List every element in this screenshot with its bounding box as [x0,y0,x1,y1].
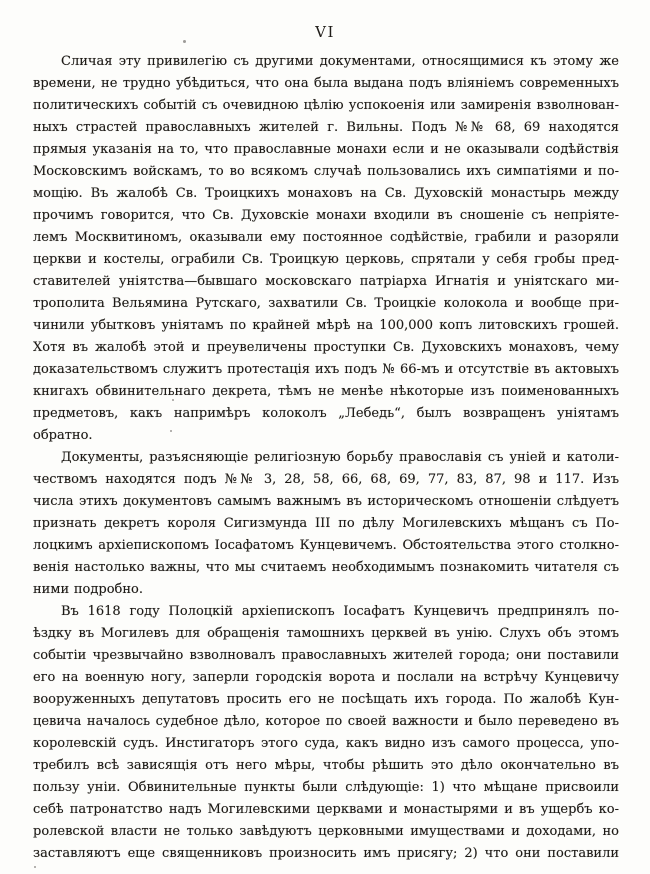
text-line: вооруженныхъ депутатовъ просить его не посѣщать ихъ города. По жалобѣ Кун- [33,692,619,707]
text-line: предметовъ, какъ напримѣръ колоколъ „Лебедь“, былъ возвращенъ уніятамъ [33,406,619,421]
page-text [33,51,619,865]
text-line: мощію. Въ жалобѣ Св. Троицкихъ монаховъ на Св. Духовскій монастырь между [33,186,619,201]
scan-speck [34,866,36,868]
text-line: чинили убытковъ уніятамъ по крайней мѣрѣ на 100,000 копъ литовскихъ грошей. [33,318,619,333]
text-line: Хотя въ жалобѣ этой и преувеличены проступки Св. Духовскихъ монаховъ, чему [33,340,619,355]
text-line: Московскимъ войскамъ, то во всякомъ случаѣ пользовались ихъ симпатіями и по- [33,164,619,179]
text-line: ролевской власти не только завѣдуютъ церковными имуществами и доходами, но [33,824,619,839]
text-line: Документы, разъясняющіе религіозную борьбу православія съ уніей и католи- [61,450,619,465]
text-line: Сличая эту привилегію съ другими документами, относящимися къ этому же [61,54,619,69]
text-line: церкви и костелы, ограбили Св. Троицкую церковь, спрятали у себя гробы пред- [33,252,619,267]
text-line: пользу уніи. Обвинительные пункты были слѣдующіе: 1) что мѣщане присвоили [33,780,619,795]
text-line: королевскій судъ. Инстигаторъ этого суда, какъ видно изъ самого процесса, упо- [33,736,619,751]
text-line: чествомъ находятся подъ №№ 3, 28, 58, 66, 68, 69, 77, 83, 87, 98 и 117. Изъ [33,472,619,487]
text-line: его на военную ногу, заперли городскія ворота и послали на встрѣчу Кунцевичу [33,670,619,685]
text-line: политическихъ событій съ очевидною цѣлію успокоенія или замиренія взволнован- [33,98,619,113]
text-line: книгахъ обвинительнаго декрета, тѣмъ не менѣе нѣкоторые изъ поименованныхъ [33,384,619,399]
text-line: ѣздку въ Могилевъ для обращенія тамошнихъ церквей въ унію. Слухъ объ этомъ [33,626,619,641]
text-line: числа этихъ документовъ самымъ важнымъ въ историческомъ отношеніи слѣдуетъ [33,494,619,509]
text-line: цевича началось судебное дѣло, которое по своей важности и было переведено въ [33,714,619,729]
text-line: Въ 1618 году Полоцкій архіепископъ Іосафатъ Кунцевичъ предпринялъ по- [61,604,619,619]
text-line: ныхъ страстей православныхъ жителей г. Вильны. Подъ №№ 68, 69 находятся [33,120,619,135]
text-line: заставляютъ еще священниковъ произносить имъ присягу; 2) что они поставили [33,846,619,861]
text-line: времени, не трудно убѣдиться, что она была выдана подъ вліяніемъ современныхъ [33,76,619,91]
text-line: требилъ всѣ зависящія отъ него мѣры, чтобы рѣшить это дѣло окончательно въ [33,758,619,773]
text-line: признать декретъ короля Сигизмунда III по дѣлу Могилевскихъ мѣщанъ съ По- [33,516,619,531]
text-line: прямыя указанія на то, что православные монахи если и не оказывали содѣйствія [33,142,619,157]
text-line: лемъ Москвитиномъ, оказывали ему постоянное содѣйствіе, грабили и разоряли [33,230,619,245]
page-number: VI [315,23,335,41]
text-line: ними подробно. [33,582,143,597]
text-line: себѣ патронатство надъ Могилевскими церквами и монастырями и въ ущербъ ко- [33,802,619,817]
text-line: венія настолько важны, что мы считаемъ необходимымъ познакомить читателя съ [33,560,619,575]
text-line: обратно. [33,428,93,443]
scan-speck [183,40,186,43]
text-line: прочимъ говорится, что Св. Духовскіе монахи входили въ сношеніе съ непріяте- [33,208,619,223]
text-line: лоцкимъ архіепископомъ Іосафатомъ Кунцевичемъ. Обстоятельства этого столкно- [33,538,619,553]
text-line: доказательствомъ служитъ протестація ихъ подъ № 66-мъ и отсутствіе въ актовыхъ [33,362,619,377]
text-line: ставителей уніятства—бывшаго московскаго патріарха Игнатія и уніятскаго ми- [33,274,619,289]
text-line: трополита Вельямина Рутскаго, захватили Св. Троицкіе колокола и вообще при- [33,296,619,311]
text-line: событіи чрезвычайно взволновалъ православныхъ жителей города; они поставили [33,648,619,663]
